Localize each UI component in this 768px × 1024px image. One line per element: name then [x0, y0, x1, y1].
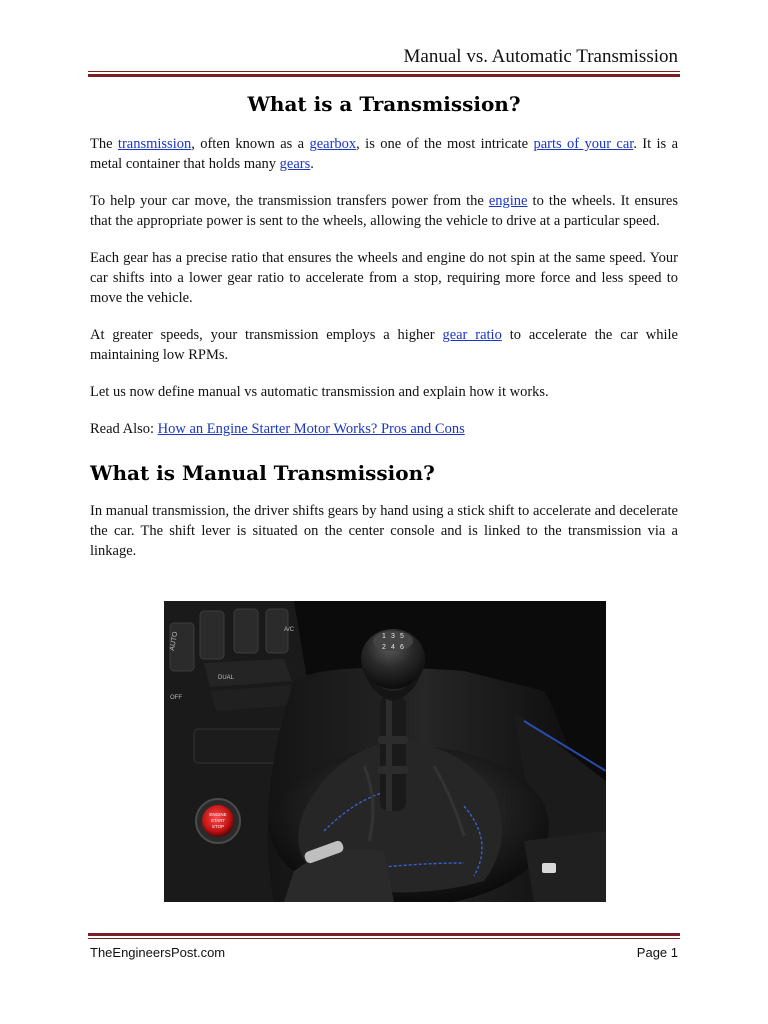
link-parts-of-your-car[interactable]: parts of your car	[533, 136, 634, 152]
read-also	[90, 419, 678, 439]
header-rule-thin	[88, 71, 680, 72]
link-engine[interactable]: engine	[488, 193, 528, 209]
text: To help your car move, the transmission transfers power from the	[90, 193, 489, 209]
text: The	[90, 136, 118, 152]
auto-button-label: AUTO	[169, 631, 180, 652]
read-also-label: Read Also:	[90, 421, 158, 437]
page-content	[90, 92, 678, 578]
gear-shifter-photo	[164, 601, 606, 902]
paragraph-2	[90, 191, 678, 231]
ac-button-label: A/C	[284, 627, 295, 633]
paragraph-4	[90, 325, 678, 365]
knob-number-5: 5	[400, 633, 404, 640]
link-transmission[interactable]: transmission	[117, 136, 192, 152]
header-rule-thick	[88, 74, 680, 77]
link-engine-starter-motor[interactable]: How an Engine Starter Motor Works? Pros and Cons	[157, 421, 465, 437]
knob-number-3: 3	[391, 633, 395, 640]
start-button-line-3: STOP	[211, 824, 225, 829]
text: .	[310, 156, 314, 172]
text: to the wheels. It ensures that the appropriate power is sent to the wheels, allowing the vehicle to drive at a particular speed.	[90, 193, 678, 229]
footer-rule-thick	[88, 933, 680, 936]
knob-number-2: 2	[382, 644, 386, 651]
link-gears[interactable]: gears	[279, 156, 311, 172]
link-gear-ratio[interactable]: gear ratio	[442, 327, 502, 343]
paragraph-1	[90, 134, 678, 174]
section-heading-transmission: What is a Transmission?	[247, 92, 521, 116]
text: , often known as a	[191, 136, 310, 152]
knob-number-1: 1	[382, 633, 386, 640]
dual-button-label: DUAL	[218, 675, 235, 681]
knob-number-6: 6	[400, 644, 404, 651]
link-gearbox[interactable]: gearbox	[309, 136, 357, 152]
knob-number-4: 4	[391, 644, 395, 651]
text: , is one of the most intricate	[356, 136, 534, 152]
paragraph-manual: In manual transmission, the driver shifts gears by hand using a stick shift to accelerate and decelerate the car. The shift lever is situated on the center console and is linked to the transmission via a linkage.	[90, 503, 678, 559]
paragraph-5: Let us now define manual vs automatic transmission and explain how it works.	[90, 384, 549, 400]
section-heading-manual: What is Manual Transmission?	[90, 461, 435, 485]
text: to accelerate the car while maintaining low RPMs.	[90, 327, 678, 363]
footer-site: TheEngineersPost.com	[90, 945, 226, 960]
off-button-label: OFF	[170, 695, 182, 701]
paragraph-3: Each gear has a precise ratio that ensures the wheels and engine do not spin at the same speed. Your car shifts into a lower gear ratio to accelerate from a stop, requiring more force and less speed to move the vehicle.	[90, 250, 678, 306]
text: At greater speeds, your transmission employs a higher	[90, 327, 443, 343]
gear-shifter-illustration	[164, 601, 606, 902]
start-button-line-1: ENGINE	[209, 812, 227, 817]
footer-page-number: Page 1	[636, 945, 678, 960]
footer-rule-thin	[88, 938, 680, 939]
text: . It is a metal container that holds many	[90, 136, 678, 172]
header-title: Manual vs. Automatic Transmission	[403, 46, 678, 67]
start-button-line-2: START	[210, 818, 226, 823]
